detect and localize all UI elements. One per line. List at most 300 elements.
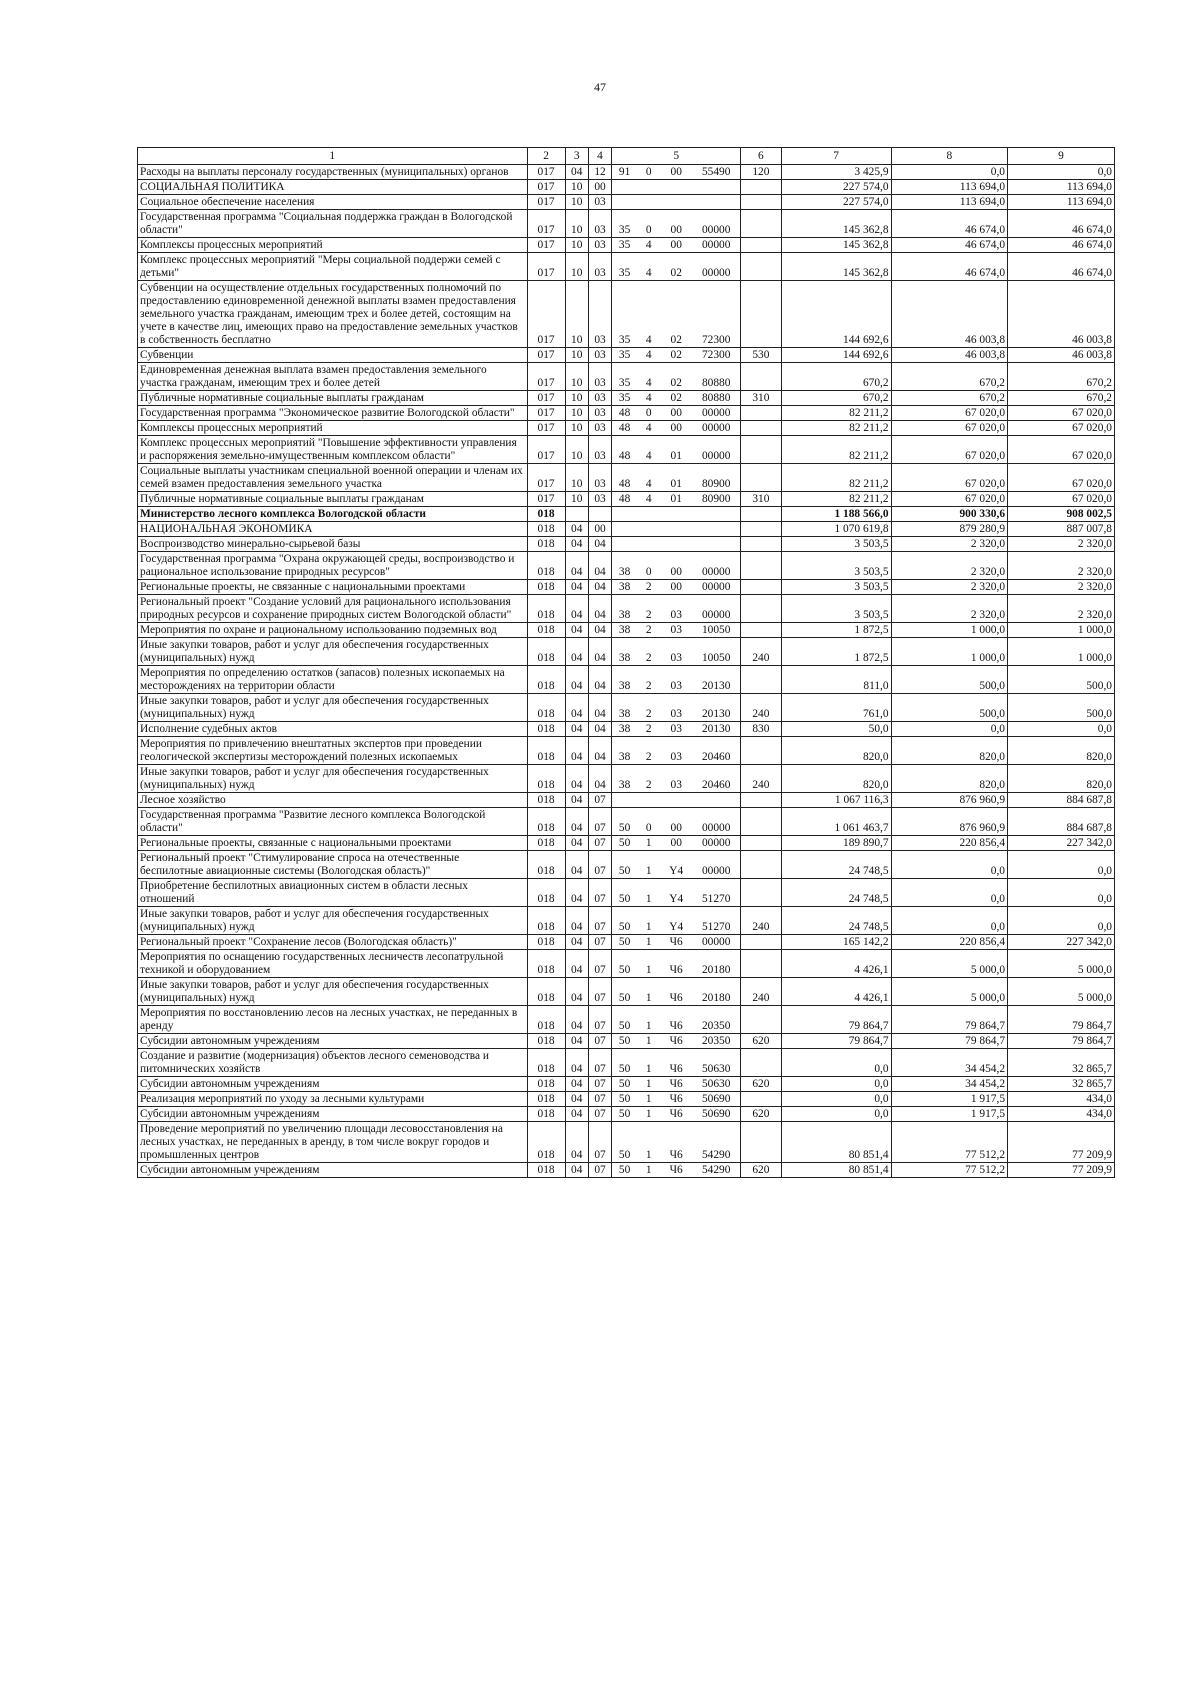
table-row — [138, 180, 1115, 195]
code-type: 1 — [637, 1034, 660, 1049]
table-row — [138, 950, 1115, 978]
table-row — [138, 210, 1115, 238]
code-section: 04 — [565, 737, 588, 765]
code-ministry: 017 — [527, 436, 565, 464]
code-subsection: 03 — [588, 210, 611, 238]
header-cell: 2 — [527, 148, 565, 165]
amount-8: 0,0 — [891, 907, 1007, 935]
amount-8: 0,0 — [891, 165, 1007, 180]
table-row — [138, 1006, 1115, 1034]
code-program: 38 — [612, 595, 637, 623]
row-name: Субвенции — [138, 348, 528, 363]
code-subsection: 03 — [588, 406, 611, 421]
amount-9: 5 000,0 — [1008, 950, 1115, 978]
code-direction — [692, 793, 741, 808]
code-section: 04 — [565, 1107, 588, 1122]
code-direction: 00000 — [692, 406, 741, 421]
row-name: Государственная программа "Экономическое развитие Вологодской области" — [138, 406, 528, 421]
amount-7: 189 890,7 — [781, 836, 891, 851]
amount-9: 67 020,0 — [1008, 421, 1115, 436]
code-program: 50 — [612, 935, 637, 950]
code-subsection: 07 — [588, 907, 611, 935]
code-subsection: 00 — [588, 180, 611, 195]
code-section: 10 — [565, 406, 588, 421]
code-direction: 00000 — [692, 210, 741, 238]
amount-8: 77 512,2 — [891, 1122, 1007, 1163]
code-type — [637, 522, 660, 537]
code-project — [660, 507, 692, 522]
code-expense-type — [741, 623, 781, 638]
amount-7: 145 362,8 — [781, 253, 891, 281]
amount-7: 1 070 619,8 — [781, 522, 891, 537]
amount-7: 0,0 — [781, 1092, 891, 1107]
amount-9: 46 674,0 — [1008, 210, 1115, 238]
header-cell: 1 — [138, 148, 528, 165]
row-name: Публичные нормативные социальные выплаты гражданам — [138, 391, 528, 406]
code-ministry: 018 — [527, 537, 565, 552]
code-ministry: 018 — [527, 623, 565, 638]
amount-9: 820,0 — [1008, 765, 1115, 793]
row-name: Иные закупки товаров, работ и услуг для обеспечения государственных (муниципальных) нужд — [138, 765, 528, 793]
code-expense-type — [741, 464, 781, 492]
amount-8: 670,2 — [891, 391, 1007, 406]
code-direction: 72300 — [692, 348, 741, 363]
amount-8: 46 674,0 — [891, 210, 1007, 238]
code-ministry: 018 — [527, 580, 565, 595]
code-project: Ч6 — [660, 1049, 692, 1077]
code-project — [660, 537, 692, 552]
amount-8: 500,0 — [891, 694, 1007, 722]
code-ministry: 018 — [527, 950, 565, 978]
amount-9: 1 000,0 — [1008, 638, 1115, 666]
code-direction: 50690 — [692, 1092, 741, 1107]
code-section: 04 — [565, 836, 588, 851]
table-row — [138, 281, 1115, 348]
amount-7: 3 503,5 — [781, 580, 891, 595]
code-type: 4 — [637, 253, 660, 281]
code-program — [612, 522, 637, 537]
code-program: 50 — [612, 1092, 637, 1107]
amount-8: 5 000,0 — [891, 950, 1007, 978]
code-expense-type: 310 — [741, 492, 781, 507]
table-row — [138, 623, 1115, 638]
code-project: Ч6 — [660, 1077, 692, 1092]
amount-8: 67 020,0 — [891, 406, 1007, 421]
row-name: Иные закупки товаров, работ и услуг для обеспечения государственных (муниципальных) нужд — [138, 694, 528, 722]
code-direction: 00000 — [692, 595, 741, 623]
code-program: 50 — [612, 1163, 637, 1178]
code-program: 35 — [612, 238, 637, 253]
amount-9: 434,0 — [1008, 1107, 1115, 1122]
code-program: 35 — [612, 363, 637, 391]
code-type: 2 — [637, 694, 660, 722]
code-type: 0 — [637, 552, 660, 580]
code-section: 04 — [565, 552, 588, 580]
code-section: 04 — [565, 879, 588, 907]
code-program: 38 — [612, 694, 637, 722]
code-project: 02 — [660, 363, 692, 391]
table-row — [138, 765, 1115, 793]
code-project: Ч6 — [660, 1107, 692, 1122]
amount-8: 820,0 — [891, 737, 1007, 765]
amount-7: 4 426,1 — [781, 978, 891, 1006]
code-project: 00 — [660, 406, 692, 421]
code-program: 91 — [612, 165, 637, 180]
code-direction — [692, 537, 741, 552]
code-ministry: 018 — [527, 722, 565, 737]
row-name: Государственная программа "Развитие лесного комплекса Вологодской области" — [138, 808, 528, 836]
table-row — [138, 935, 1115, 950]
code-subsection: 07 — [588, 1006, 611, 1034]
amount-8: 900 330,6 — [891, 507, 1007, 522]
code-project: Ч6 — [660, 1006, 692, 1034]
amount-8: 0,0 — [891, 879, 1007, 907]
amount-8: 2 320,0 — [891, 552, 1007, 580]
code-type: 1 — [637, 907, 660, 935]
row-name: Иные закупки товаров, работ и услуг для обеспечения государственных (муниципальных) нужд — [138, 638, 528, 666]
budget-table — [137, 147, 1115, 1178]
code-type: 1 — [637, 950, 660, 978]
code-section: 04 — [565, 722, 588, 737]
amount-9: 500,0 — [1008, 666, 1115, 694]
code-ministry: 017 — [527, 363, 565, 391]
row-name: Создание и развитие (модернизация) объектов лесного семеноводства и питомнических хозяйств — [138, 1049, 528, 1077]
amount-7: 3 503,5 — [781, 552, 891, 580]
amount-9: 46 003,8 — [1008, 281, 1115, 348]
code-subsection: 04 — [588, 737, 611, 765]
code-type: 4 — [637, 348, 660, 363]
amount-9: 0,0 — [1008, 907, 1115, 935]
code-project: 03 — [660, 722, 692, 737]
page-number: 47 — [594, 80, 606, 94]
table-row — [138, 638, 1115, 666]
amount-9: 884 687,8 — [1008, 808, 1115, 836]
amount-7: 24 748,5 — [781, 879, 891, 907]
amount-7: 670,2 — [781, 391, 891, 406]
table-row — [138, 492, 1115, 507]
amount-7: 145 362,8 — [781, 238, 891, 253]
amount-9: 227 342,0 — [1008, 935, 1115, 950]
amount-7: 0,0 — [781, 1049, 891, 1077]
code-type: 4 — [637, 281, 660, 348]
code-program: 38 — [612, 722, 637, 737]
amount-8: 46 003,8 — [891, 281, 1007, 348]
code-subsection: 04 — [588, 765, 611, 793]
code-subsection: 07 — [588, 879, 611, 907]
code-section: 04 — [565, 1163, 588, 1178]
code-subsection: 04 — [588, 595, 611, 623]
amount-8: 1 000,0 — [891, 638, 1007, 666]
code-ministry: 018 — [527, 595, 565, 623]
code-subsection: 07 — [588, 836, 611, 851]
code-section: 10 — [565, 391, 588, 406]
row-name: Региональный проект "Стимулирование спроса на отечественные беспилотные авиационные системы (Вологодская область)" — [138, 851, 528, 879]
table-row — [138, 421, 1115, 436]
code-project: Ч6 — [660, 950, 692, 978]
row-name: Субсидии автономным учреждениям — [138, 1034, 528, 1049]
code-subsection: 07 — [588, 1077, 611, 1092]
code-project: 00 — [660, 210, 692, 238]
code-expense-type: 240 — [741, 978, 781, 1006]
amount-8: 79 864,7 — [891, 1006, 1007, 1034]
code-expense-type: 830 — [741, 722, 781, 737]
code-type: 0 — [637, 165, 660, 180]
code-expense-type — [741, 851, 781, 879]
table-row — [138, 1049, 1115, 1077]
code-direction: 10050 — [692, 638, 741, 666]
amount-9: 227 342,0 — [1008, 836, 1115, 851]
amount-8: 500,0 — [891, 666, 1007, 694]
code-expense-type — [741, 1092, 781, 1107]
amount-9: 2 320,0 — [1008, 580, 1115, 595]
row-name: Субвенции на осуществление отдельных государственных полномочий по предоставлению единовременной денежной выплаты взамен предоставления земельного участка гражданам, имеющим трех и более детей, состоящим на учете в качестве лиц, имеющих право на предоставление земельных участков в собственность бесплатно — [138, 281, 528, 348]
code-section: 10 — [565, 421, 588, 436]
row-name: Региональный проект "Создание условий для рационального использования природных ресурсов и сохранение природных систем Вологодской области" — [138, 595, 528, 623]
code-section: 04 — [565, 595, 588, 623]
code-ministry: 017 — [527, 281, 565, 348]
code-program: 48 — [612, 406, 637, 421]
code-direction: 50630 — [692, 1049, 741, 1077]
amount-7: 144 692,6 — [781, 281, 891, 348]
code-ministry: 017 — [527, 210, 565, 238]
code-ministry: 017 — [527, 421, 565, 436]
amount-7: 82 211,2 — [781, 492, 891, 507]
code-ministry: 017 — [527, 348, 565, 363]
code-project — [660, 195, 692, 210]
code-subsection: 12 — [588, 165, 611, 180]
code-program: 48 — [612, 464, 637, 492]
code-program: 50 — [612, 851, 637, 879]
code-ministry: 018 — [527, 907, 565, 935]
table-row — [138, 507, 1115, 522]
row-name: Региональные проекты, связанные с национальными проектами — [138, 836, 528, 851]
amount-9: 46 674,0 — [1008, 238, 1115, 253]
code-program: 50 — [612, 978, 637, 1006]
amount-9: 908 002,5 — [1008, 507, 1115, 522]
table-row — [138, 879, 1115, 907]
code-section: 04 — [565, 935, 588, 950]
amount-7: 50,0 — [781, 722, 891, 737]
code-type: 4 — [637, 391, 660, 406]
code-type: 1 — [637, 851, 660, 879]
code-project: 02 — [660, 253, 692, 281]
code-program: 50 — [612, 1122, 637, 1163]
amount-7: 820,0 — [781, 737, 891, 765]
code-ministry: 018 — [527, 1034, 565, 1049]
table-row — [138, 1092, 1115, 1107]
code-expense-type: 620 — [741, 1077, 781, 1092]
row-name: Мероприятия по охране и рациональному использованию подземных вод — [138, 623, 528, 638]
code-expense-type — [741, 507, 781, 522]
header-cell: 3 — [565, 148, 588, 165]
amount-9: 32 865,7 — [1008, 1077, 1115, 1092]
code-type: 1 — [637, 1163, 660, 1178]
row-name: Лесное хозяйство — [138, 793, 528, 808]
code-program: 35 — [612, 253, 637, 281]
code-program: 50 — [612, 1006, 637, 1034]
code-section: 04 — [565, 1122, 588, 1163]
code-ministry: 018 — [527, 879, 565, 907]
amount-9: 2 320,0 — [1008, 537, 1115, 552]
row-name: Проведение мероприятий по увеличению площади лесовосстановления на лесных участках, не переданных в аренду, в том числе вокруг городов и промышленных центров — [138, 1122, 528, 1163]
code-subsection: 07 — [588, 950, 611, 978]
code-expense-type — [741, 406, 781, 421]
amount-7: 227 574,0 — [781, 195, 891, 210]
code-program: 50 — [612, 950, 637, 978]
code-section — [565, 507, 588, 522]
code-type: 1 — [637, 1107, 660, 1122]
amount-8: 34 454,2 — [891, 1049, 1007, 1077]
table-row — [138, 436, 1115, 464]
code-expense-type — [741, 210, 781, 238]
code-expense-type: 620 — [741, 1107, 781, 1122]
amount-9: 79 864,7 — [1008, 1006, 1115, 1034]
code-direction: 00000 — [692, 935, 741, 950]
code-expense-type — [741, 793, 781, 808]
code-project — [660, 180, 692, 195]
code-ministry: 018 — [527, 1122, 565, 1163]
code-type — [637, 180, 660, 195]
code-direction — [692, 507, 741, 522]
code-ministry: 017 — [527, 464, 565, 492]
table-row — [138, 978, 1115, 1006]
code-subsection: 07 — [588, 851, 611, 879]
table-row — [138, 537, 1115, 552]
table-row — [138, 165, 1115, 180]
code-ministry: 018 — [527, 666, 565, 694]
amount-7: 80 851,4 — [781, 1163, 891, 1178]
code-subsection: 07 — [588, 1092, 611, 1107]
code-subsection: 04 — [588, 580, 611, 595]
code-subsection: 07 — [588, 978, 611, 1006]
code-program: 38 — [612, 737, 637, 765]
code-type: 1 — [637, 1006, 660, 1034]
table-row — [138, 793, 1115, 808]
row-name: Приобретение беспилотных авиационных систем в области лесных отношений — [138, 879, 528, 907]
code-direction: 00000 — [692, 552, 741, 580]
code-type: 1 — [637, 1122, 660, 1163]
code-expense-type — [741, 1006, 781, 1034]
code-section: 04 — [565, 537, 588, 552]
code-direction: 20350 — [692, 1006, 741, 1034]
amount-9: 67 020,0 — [1008, 436, 1115, 464]
code-ministry: 017 — [527, 180, 565, 195]
code-direction: 51270 — [692, 879, 741, 907]
amount-7: 3 503,5 — [781, 595, 891, 623]
code-expense-type: 240 — [741, 907, 781, 935]
amount-8: 34 454,2 — [891, 1077, 1007, 1092]
row-name: СОЦИАЛЬНАЯ ПОЛИТИКА — [138, 180, 528, 195]
code-project: 00 — [660, 836, 692, 851]
code-expense-type — [741, 595, 781, 623]
amount-9: 0,0 — [1008, 722, 1115, 737]
code-direction — [692, 195, 741, 210]
code-ministry: 018 — [527, 978, 565, 1006]
code-type: 4 — [637, 492, 660, 507]
table-row — [138, 1163, 1115, 1178]
code-subsection: 03 — [588, 281, 611, 348]
amount-8: 2 320,0 — [891, 537, 1007, 552]
amount-8: 220 856,4 — [891, 836, 1007, 851]
code-type: 2 — [637, 595, 660, 623]
code-project: Ч6 — [660, 1034, 692, 1049]
table-row — [138, 722, 1115, 737]
code-program — [612, 507, 637, 522]
code-direction: 51270 — [692, 907, 741, 935]
code-ministry: 018 — [527, 1077, 565, 1092]
amount-9: 77 209,9 — [1008, 1163, 1115, 1178]
amount-9: 2 320,0 — [1008, 595, 1115, 623]
code-section: 04 — [565, 793, 588, 808]
code-expense-type: 240 — [741, 694, 781, 722]
code-section: 04 — [565, 1034, 588, 1049]
table-row — [138, 1034, 1115, 1049]
code-ministry: 018 — [527, 737, 565, 765]
code-subsection: 07 — [588, 1122, 611, 1163]
table-row — [138, 907, 1115, 935]
code-program: 35 — [612, 391, 637, 406]
code-program: 38 — [612, 765, 637, 793]
code-type: 2 — [637, 737, 660, 765]
amount-7: 4 426,1 — [781, 950, 891, 978]
code-direction: 20460 — [692, 737, 741, 765]
code-subsection: 07 — [588, 1034, 611, 1049]
code-project: 00 — [660, 808, 692, 836]
code-section: 04 — [565, 165, 588, 180]
code-program: 38 — [612, 623, 637, 638]
amount-7: 811,0 — [781, 666, 891, 694]
table-row — [138, 851, 1115, 879]
row-name: Субсидии автономным учреждениям — [138, 1107, 528, 1122]
code-project: Ч6 — [660, 1122, 692, 1163]
code-program: 35 — [612, 210, 637, 238]
amount-9: 0,0 — [1008, 851, 1115, 879]
code-expense-type — [741, 238, 781, 253]
table-row — [138, 595, 1115, 623]
code-section: 04 — [565, 765, 588, 793]
amount-8: 67 020,0 — [891, 421, 1007, 436]
amount-8: 1 917,5 — [891, 1092, 1007, 1107]
row-name: Комплекс процессных мероприятий "Повышение эффективности управления и распоряжения земельно-имущественным комплексом области" — [138, 436, 528, 464]
code-project: 03 — [660, 666, 692, 694]
row-name: Региональные проекты, не связанные с национальными проектами — [138, 580, 528, 595]
code-ministry: 018 — [527, 507, 565, 522]
code-ministry: 018 — [527, 1006, 565, 1034]
code-section: 10 — [565, 363, 588, 391]
code-ministry: 018 — [527, 765, 565, 793]
code-subsection: 03 — [588, 421, 611, 436]
table-row — [138, 363, 1115, 391]
code-subsection: 04 — [588, 623, 611, 638]
code-subsection: 04 — [588, 694, 611, 722]
code-program: 35 — [612, 348, 637, 363]
code-direction: 50690 — [692, 1107, 741, 1122]
table-row — [138, 666, 1115, 694]
code-subsection: 03 — [588, 391, 611, 406]
amount-8: 876 960,9 — [891, 793, 1007, 808]
code-program: 50 — [612, 879, 637, 907]
amount-7: 0,0 — [781, 1107, 891, 1122]
code-expense-type — [741, 580, 781, 595]
code-subsection: 03 — [588, 436, 611, 464]
code-direction: 54290 — [692, 1122, 741, 1163]
code-program: 48 — [612, 436, 637, 464]
row-name: Единовременная денежная выплата взамен предоставления земельного участка гражданам, имеющим трех и более детей — [138, 363, 528, 391]
table-row — [138, 694, 1115, 722]
amount-8: 2 320,0 — [891, 580, 1007, 595]
code-subsection: 07 — [588, 935, 611, 950]
code-subsection: 03 — [588, 363, 611, 391]
